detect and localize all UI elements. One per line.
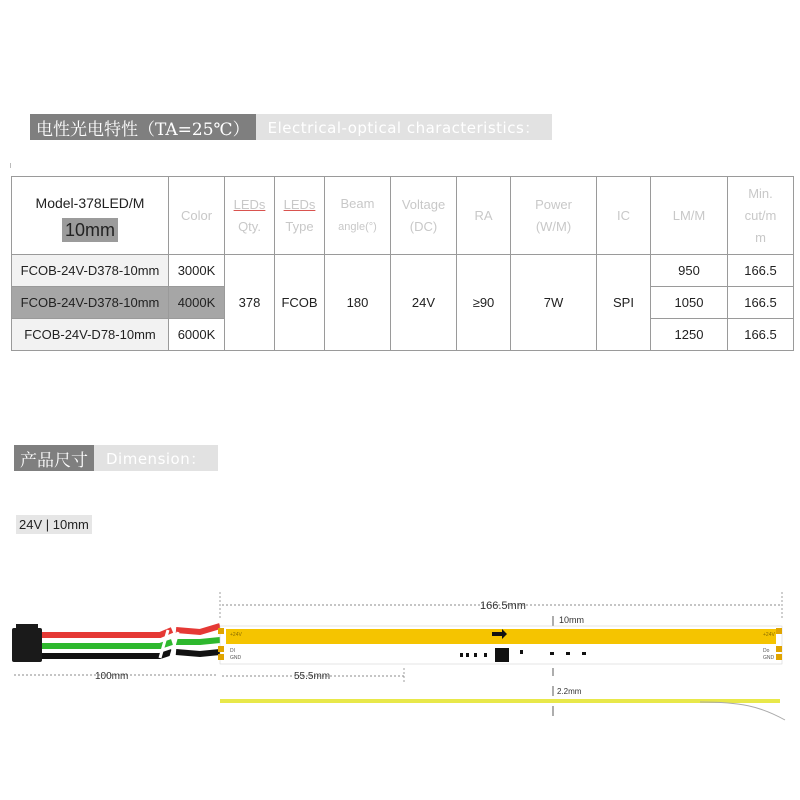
header-min-cut <box>728 177 794 255</box>
wire-black <box>42 652 172 656</box>
length-label: 166.5mm <box>480 600 526 612</box>
pad-left-bot-label: GND <box>230 655 242 661</box>
header-voltage-b: (DC) <box>409 218 438 234</box>
pad-left-3 <box>218 654 224 660</box>
header-leds-qty <box>225 177 275 255</box>
cell-type: FCOB <box>275 255 325 351</box>
row-model: FCOB-24V-D378-10mm <box>12 287 169 319</box>
pad-right-top-label: +24V <box>763 632 775 638</box>
pad-left-1 <box>218 628 224 634</box>
header-beam-a: Beam <box>340 196 375 211</box>
pad-right-mid-label: Do <box>763 648 770 654</box>
pad-right-3 <box>776 654 782 660</box>
row-cut: 166.5 <box>728 255 794 287</box>
row-lm: 950 <box>651 255 728 287</box>
header-model-line2: 10mm <box>62 218 118 242</box>
spec-tag: 24V | 10mm <box>16 515 92 534</box>
ic-chip <box>495 648 509 662</box>
header-leds-type-a: LEDs <box>283 196 316 212</box>
pad-right-bot-label: GND <box>763 655 775 661</box>
dimension-title-en: Dimension： <box>94 445 218 471</box>
header-model-line1: Model-378LED/M <box>35 195 145 211</box>
table-row <box>12 255 794 287</box>
spec-table <box>11 176 794 351</box>
cell-voltage: 24V <box>391 255 457 351</box>
electrical-title-en: Electrical-optical characteristics： <box>256 114 552 140</box>
electrical-title-cn: 电性光电特性（TA=25℃） <box>30 114 256 140</box>
row-color: 4000K <box>169 287 225 319</box>
side-wire <box>700 702 785 720</box>
header-lm: LM/M <box>651 177 728 255</box>
header-min-cut-c: m <box>755 229 766 245</box>
header-power-b: (W/M) <box>535 218 572 234</box>
header-beam-b: angle(°) <box>338 221 377 233</box>
row-lm: 1050 <box>651 287 728 319</box>
header-leds-qty-b: Qty. <box>238 218 261 234</box>
header-leds-type <box>275 177 325 255</box>
pad-right-2 <box>776 646 782 652</box>
wire-length-label: 100mm <box>95 671 129 682</box>
header-min-cut-b: cut/m <box>744 207 777 223</box>
cell-qty: 378 <box>225 255 275 351</box>
header-color: Color <box>169 177 225 255</box>
segment-label: 55.5mm <box>294 671 331 682</box>
dimension-title-cn: 产品尺寸 <box>14 445 94 471</box>
header-voltage-a: Voltage <box>401 196 446 212</box>
row-color: 3000K <box>169 255 225 287</box>
strip-cob-band <box>226 629 776 644</box>
header-leds-qty-a: LEDs <box>233 196 266 212</box>
header-model <box>12 177 169 255</box>
row-lm: 1250 <box>651 319 728 351</box>
pad-right-1 <box>776 628 782 634</box>
header-power <box>511 177 597 255</box>
row-model: FCOB-24V-D378-10mm <box>12 255 169 287</box>
width-label: 10mm <box>559 615 585 625</box>
electrical-section-header <box>30 114 552 140</box>
thickness-label: 2.2mm <box>557 687 582 696</box>
pad-left-mid-label: DI <box>230 648 235 654</box>
row-cut: 166.5 <box>728 319 794 351</box>
header-ic: IC <box>597 177 651 255</box>
row-color: 6000K <box>169 319 225 351</box>
header-ra: RA <box>457 177 511 255</box>
pad-left-2 <box>218 646 224 652</box>
dimension-drawing <box>0 580 800 730</box>
header-power-a: Power <box>535 196 572 212</box>
connector-plug <box>12 628 42 662</box>
header-voltage <box>391 177 457 255</box>
table-header-row <box>12 177 794 255</box>
cell-ra: ≥90 <box>457 255 511 351</box>
decorative-mark <box>10 163 11 168</box>
pad-left-top-label: +24V <box>230 632 242 638</box>
header-leds-type-b: Type <box>285 218 314 234</box>
wire-green <box>42 642 172 646</box>
cell-power: 7W <box>511 255 597 351</box>
wire-bundle <box>42 626 220 660</box>
cell-ic: SPI <box>597 255 651 351</box>
cell-beam: 180 <box>325 255 391 351</box>
dimension-section-header <box>14 445 218 471</box>
header-beam <box>325 177 391 255</box>
connector-clip <box>16 624 38 630</box>
row-model: FCOB-24V-D78-10mm <box>12 319 169 351</box>
header-min-cut-a: Min. <box>748 185 773 201</box>
wire-red <box>42 630 172 635</box>
row-cut: 166.5 <box>728 287 794 319</box>
strip-side-view <box>220 699 780 703</box>
